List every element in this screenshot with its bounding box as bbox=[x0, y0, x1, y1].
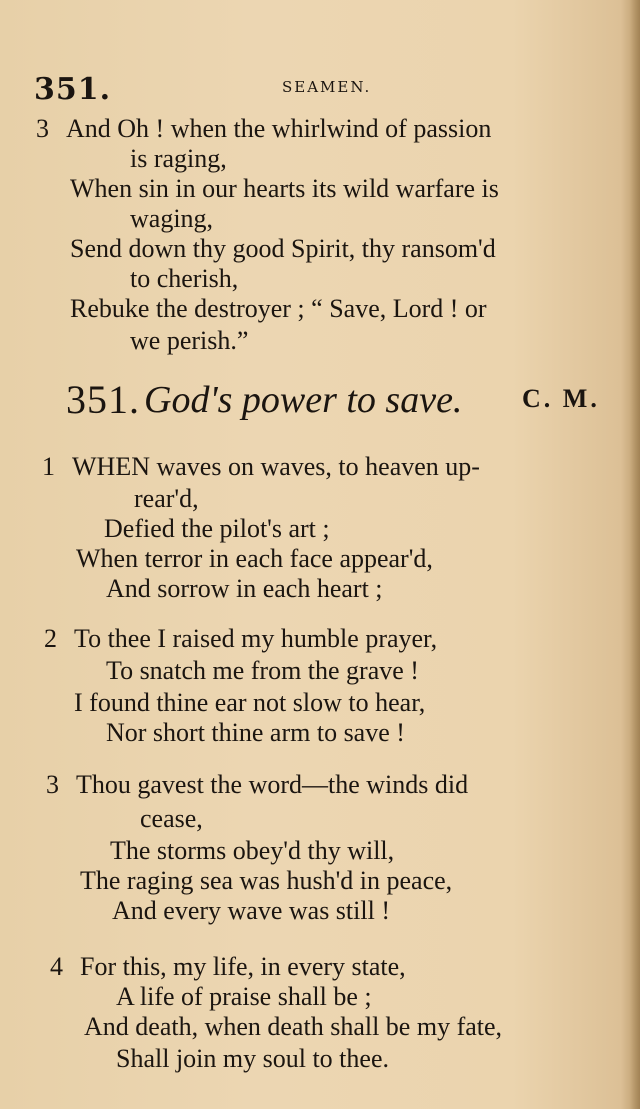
running-head bbox=[34, 72, 624, 112]
verse-line: And death, when death shall be my fate, bbox=[84, 1012, 503, 1041]
verse-line bbox=[46, 770, 468, 800]
verse-line: A life of praise shall be ; bbox=[116, 982, 372, 1011]
verse-line: The raging sea was hush'd in peace, bbox=[80, 866, 453, 895]
verse-number: 3 bbox=[36, 114, 49, 143]
verse-line: Nor short thine arm to save ! bbox=[106, 718, 405, 747]
verse-line: And every wave was still ! bbox=[112, 896, 390, 925]
verse-line-text: To thee I raised my humble prayer, bbox=[74, 624, 438, 653]
hymn-title: God's power to save. bbox=[144, 379, 463, 421]
verse-line bbox=[50, 952, 406, 982]
page-edge-shadow bbox=[630, 0, 640, 1109]
verse-line: Send down thy good Spirit, thy ransom'd bbox=[70, 234, 496, 263]
verse-line: to cherish, bbox=[130, 264, 239, 293]
verse-line: rear'd, bbox=[134, 484, 199, 513]
verse-line: Shall join my soul to thee. bbox=[116, 1044, 389, 1073]
verse-line: And sorrow in each heart ; bbox=[106, 574, 383, 603]
verse-line-text: For this, my life, in every state, bbox=[80, 952, 406, 981]
section-title: SEAMEN. bbox=[282, 78, 372, 96]
verse-line: To snatch me from the grave ! bbox=[106, 656, 419, 685]
hymn-heading bbox=[66, 376, 630, 432]
hymn-meter: C. M. bbox=[522, 384, 600, 413]
verse-line: cease, bbox=[140, 804, 203, 833]
verse-number: 2 bbox=[44, 624, 57, 653]
verse-number: 4 bbox=[50, 952, 63, 981]
verse-line: The storms obey'd thy will, bbox=[110, 836, 395, 865]
verse-line: I found thine ear not slow to hear, bbox=[74, 688, 426, 717]
verse-line: When terror in each face appear'd, bbox=[76, 544, 433, 573]
verse-line-text: And Oh ! when the whirlwind of passion bbox=[66, 114, 492, 143]
verse-line: is raging, bbox=[130, 144, 227, 173]
verse-number: 3 bbox=[46, 770, 59, 799]
verse-line bbox=[36, 114, 491, 144]
verse-line: waging, bbox=[130, 204, 214, 233]
verse-line-text: Thou gavest the word—the winds did bbox=[76, 770, 469, 799]
verse-number: 1 bbox=[42, 452, 55, 481]
verse-line: Defied the pilot's art ; bbox=[104, 514, 330, 543]
page-number: 351. bbox=[34, 72, 112, 107]
verse-line-text: WHEN waves on waves, to heaven up- bbox=[72, 452, 480, 481]
verse-line bbox=[42, 452, 480, 482]
verse-line: When sin in our hearts its wild warfare is bbox=[70, 174, 499, 203]
verse-line bbox=[44, 624, 437, 654]
verse-line: we perish.” bbox=[130, 326, 249, 355]
verse-line: Rebuke the destroyer ; “ Save, Lord ! or bbox=[70, 294, 487, 323]
hymn-number: 351. bbox=[66, 377, 140, 422]
